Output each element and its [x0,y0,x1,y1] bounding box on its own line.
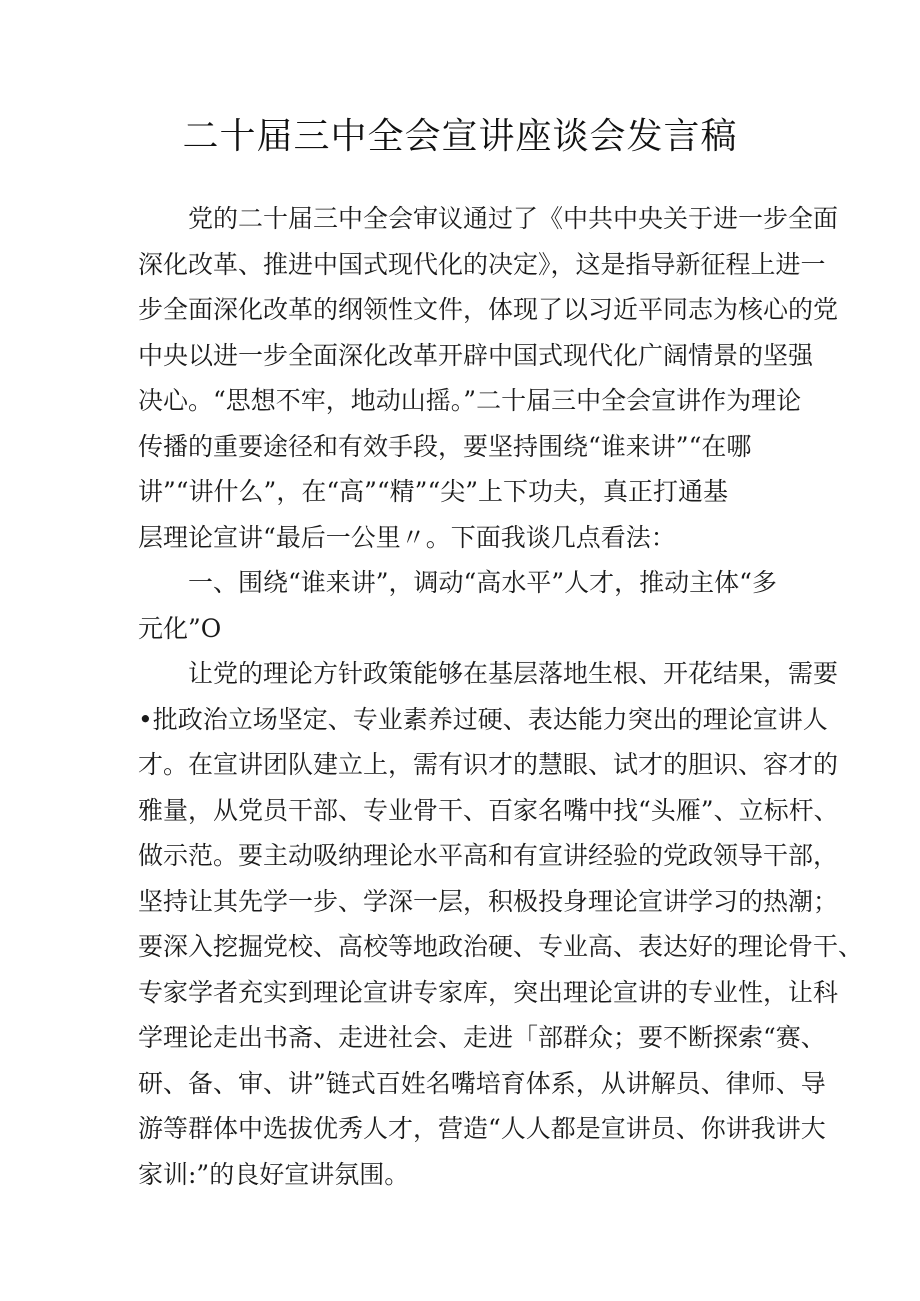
text-line: •批政治立场坚定、专业素养过硬、表达能力突出的理论宣讲人 [138,704,828,734]
document-title: 二十届三中全会宣讲座谈会发言稿 [182,116,738,157]
text-line: 游等群体中选拔优秀人才，营造“人人都是宣讲员、你讲我讲大 [138,1114,826,1143]
text-line: 深化改革、推进中国式现代化的决定》，这是指导新征程上进一 [138,249,826,279]
text-line: 元化”O [138,613,222,643]
text-line: 党的二十届三中全会审议通过了《中共中央关于进一步全面 [188,204,839,233]
text-line: 层理论宣讲“最后一公里〃。下面我谈几点看法： [138,522,676,552]
document-body [138,196,864,1197]
text-line: 坚持让其先学一步、学深一层，积极投身理论宣讲学习的热潮； [138,886,839,916]
text-line: 研、备、审、讲”链式百姓名嘴培育体系，从讲解员、律师、导 [138,1068,826,1098]
paragraph-intro [138,196,839,560]
text-line: 讲”“讲什么”，在“高”“精”“尖”上下功夫，真正打通基 [138,477,729,506]
text-line: 学理论走出书斋、走进社会、走进「部群众；要不断探索“赛、 [138,1023,826,1052]
text-line: 一、围绕“谁来讲”，调动“高水平”人才，推动主体“多 [188,568,777,597]
text-line: 做示范。要主动吸纳理论水平高和有宣讲经验的党政领导干部， [138,841,839,870]
text-line: 才。在宣讲团队建立上，需有识才的慧眼、试才的胆识、容才的 [138,750,839,779]
paragraph-section-1 [138,651,864,1197]
text-line: 传播的重要途径和有效手段，要坚持围绕“谁来讲”“在哪 [138,431,752,461]
section-heading-1 [138,560,786,651]
text-line: 家训:”的良好宣讲氛围。 [138,1159,410,1189]
text-line: 雅量，从党员干部、专业骨干、百家名嘴中找“头雁”、立标杆、 [138,795,839,825]
text-line: 决心。“思想不牢，地动山摇。”二十届三中全会宣讲作为理论 [138,386,802,415]
text-line: 中央以进一步全面深化改革开辟中国式现代化广阔情景的坚强 [138,340,814,370]
text-line: 让党的理论方针政策能够在基层落地生根、开花结果，需要 [188,659,839,688]
text-line: 专家学者充实到理论宣讲专家库，突出理论宣讲的专业性，让科 [138,977,839,1007]
text-line: 步全面深化改革的纲领性文件，体现了以习近平同志为核心的党 [138,295,839,324]
text-line: 要深入挖掘党校、高校等地政治硬、专业高、表达好的理论骨干、 [138,932,864,961]
